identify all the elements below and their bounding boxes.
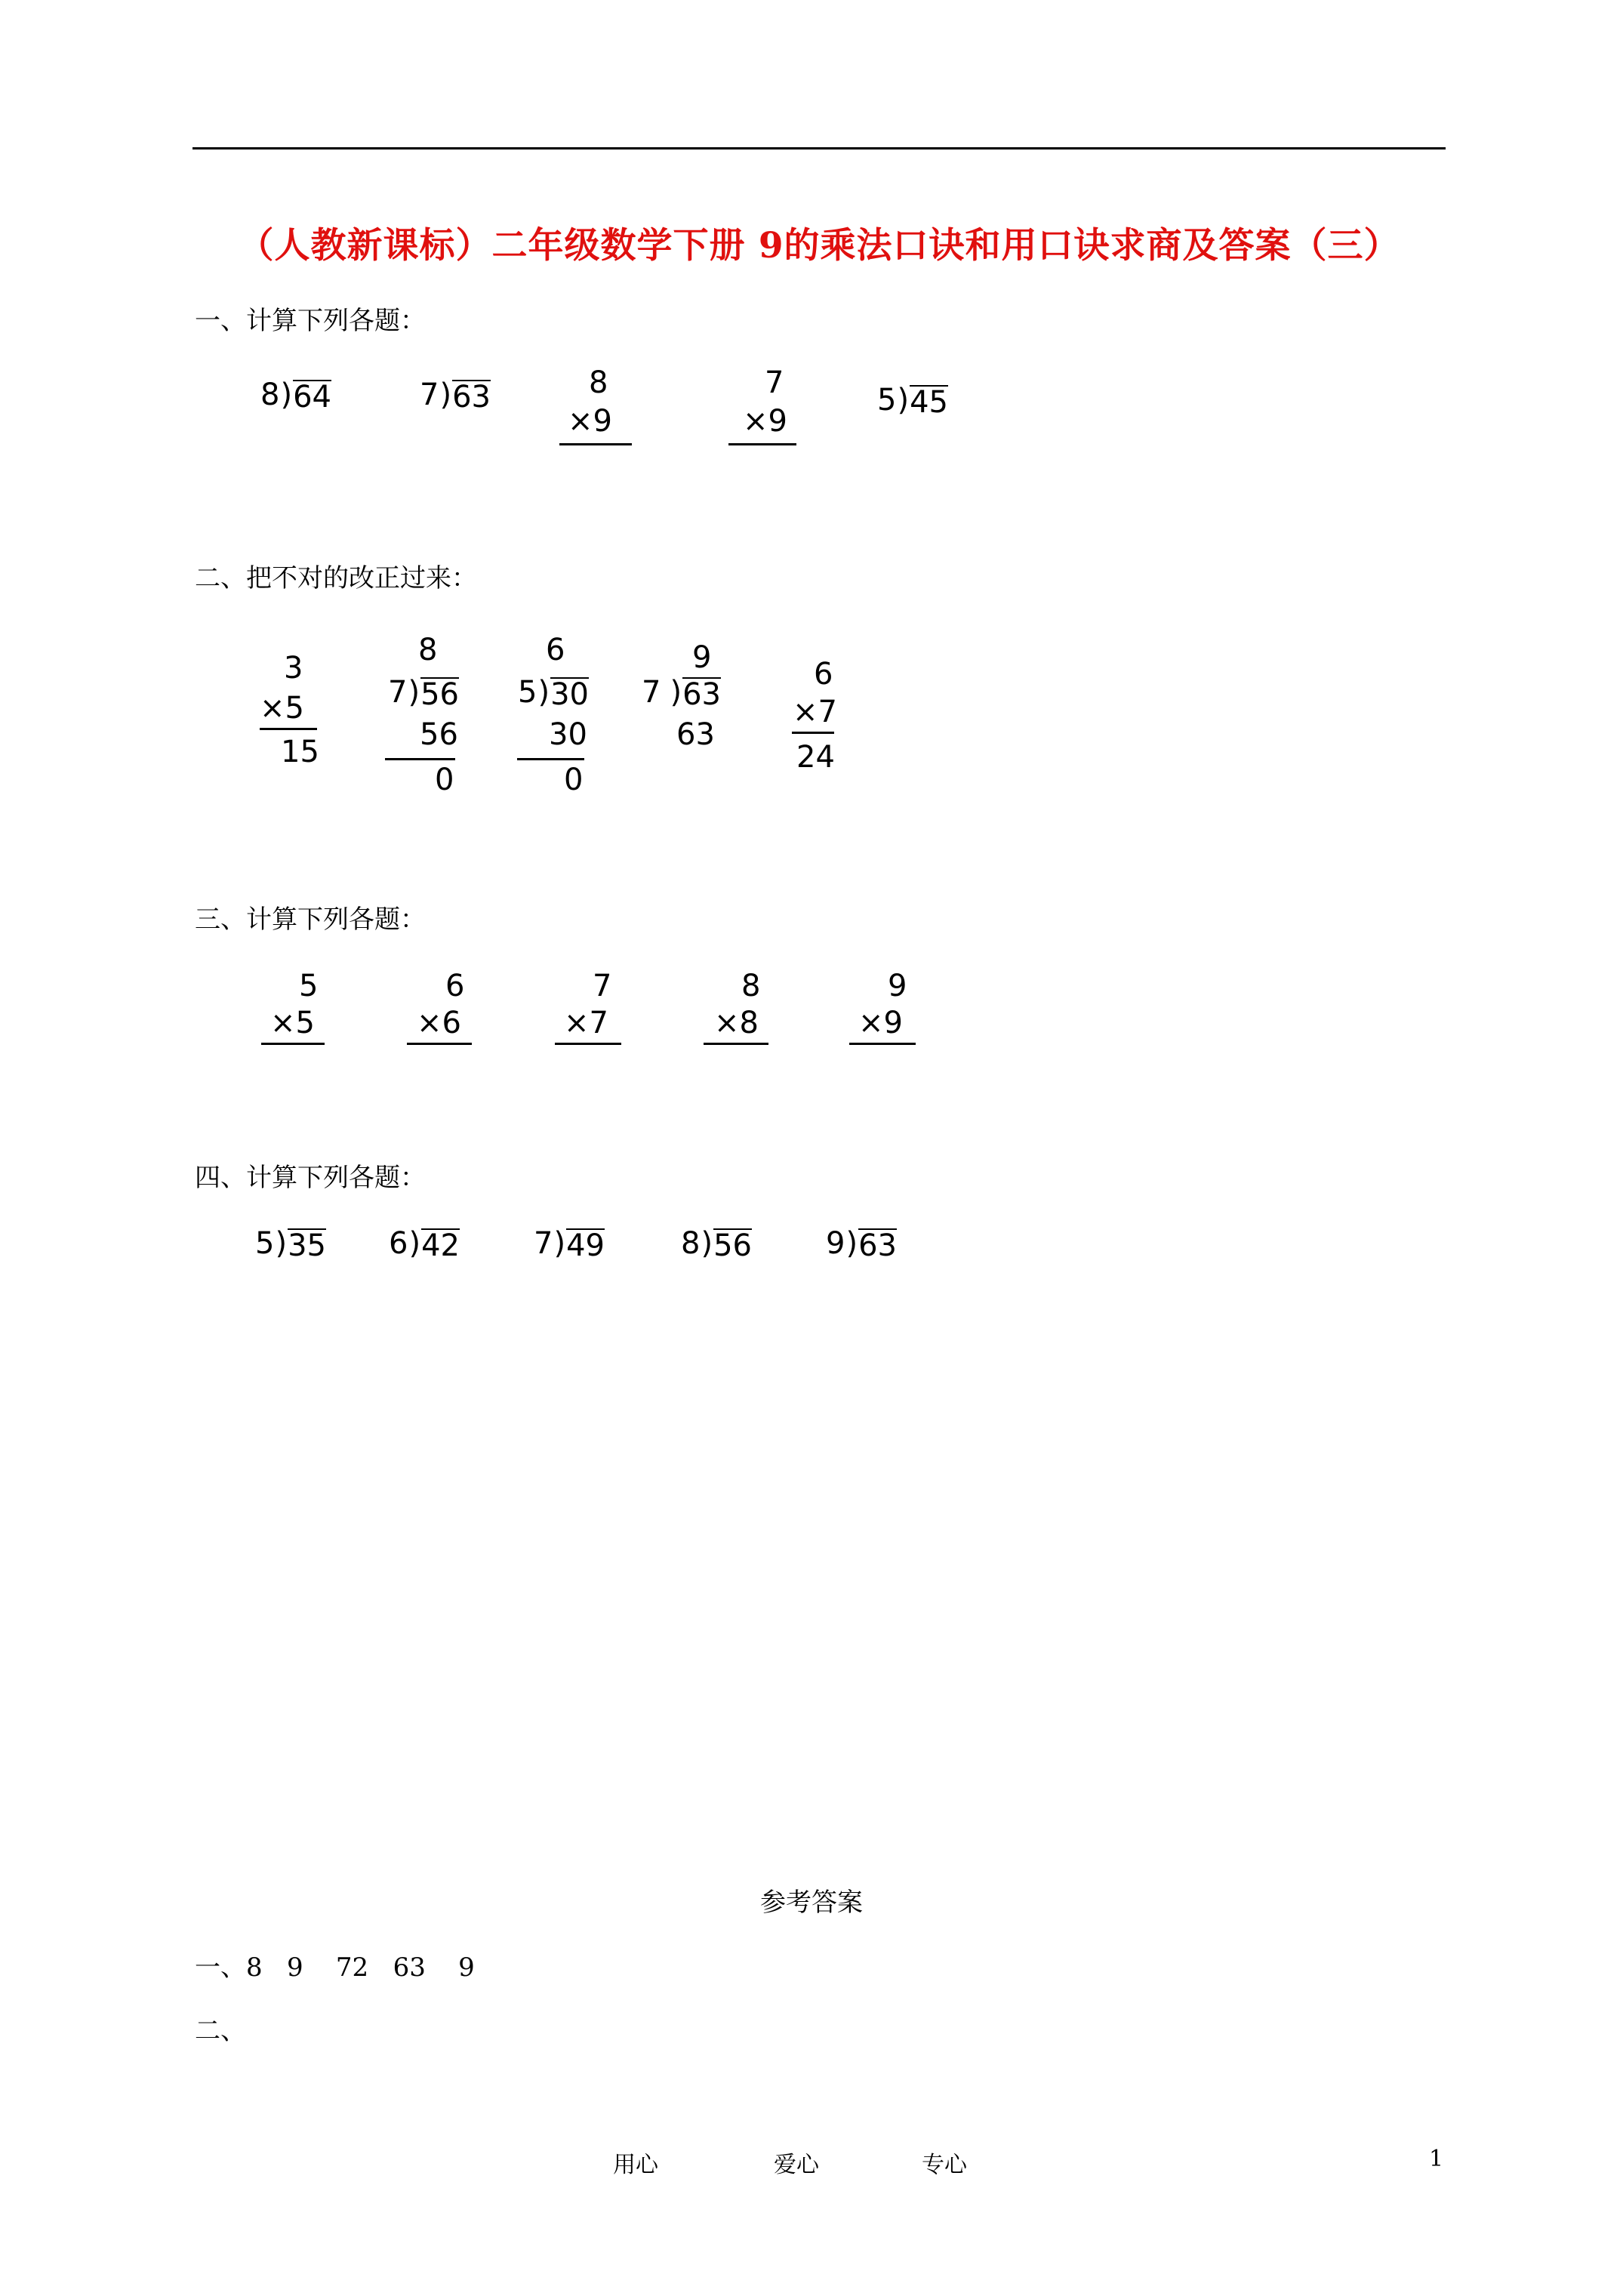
division-bracket: ) xyxy=(670,675,682,710)
footer-text-3: 专心 xyxy=(922,2152,967,2178)
product: 15 xyxy=(281,735,319,769)
multiplier: ×8 xyxy=(714,1006,759,1040)
multiplicand: 7 xyxy=(593,969,612,1003)
multiplicand: 6 xyxy=(814,657,833,692)
section-1-heading: 一、计算下列各题： xyxy=(195,306,426,336)
division-bracket: ) xyxy=(701,1226,713,1261)
dividend: 56 xyxy=(713,1228,752,1263)
divisor: 7 xyxy=(642,675,661,710)
division-problem xyxy=(518,677,589,710)
partial-product: 56 xyxy=(420,717,458,752)
divisor: 7 xyxy=(534,1226,553,1261)
dividend: 63 xyxy=(858,1228,897,1263)
multiplier: ×7 xyxy=(793,695,837,729)
multiplier: ×5 xyxy=(260,691,304,726)
division-problem xyxy=(826,1228,897,1261)
dividend: 42 xyxy=(421,1228,460,1263)
page-title: （人教新课标）二年级数学下册 9的乘法口诀和用口诀求商及答案（三） xyxy=(238,225,1400,267)
divisor: 9 xyxy=(826,1226,845,1261)
division-problem xyxy=(877,385,948,418)
section-3-heading: 三、计算下列各题： xyxy=(195,905,426,935)
result-line xyxy=(849,1043,916,1045)
division-bracket: ) xyxy=(439,378,452,412)
multiplier: ×9 xyxy=(743,404,787,439)
divisor: 8 xyxy=(681,1226,701,1261)
multiplier: ×9 xyxy=(858,1006,903,1040)
dividend: 64 xyxy=(293,380,331,415)
division-bracket: ) xyxy=(275,1226,288,1261)
divisor: 8 xyxy=(260,378,280,412)
result-line xyxy=(792,732,834,734)
partial-product: 63 xyxy=(676,717,715,752)
multiplicand: 6 xyxy=(445,969,465,1003)
multiplicand: 3 xyxy=(284,651,303,686)
divisor: 5 xyxy=(518,675,537,710)
divisor: 7 xyxy=(388,675,408,710)
product: 24 xyxy=(796,740,835,775)
result-line xyxy=(728,443,796,445)
divisor: 6 xyxy=(389,1226,408,1261)
multiplicand: 8 xyxy=(589,365,608,400)
dividend: 30 xyxy=(550,677,589,712)
quotient: 9 xyxy=(692,640,712,675)
result-line xyxy=(407,1043,472,1045)
dividend: 49 xyxy=(566,1228,605,1263)
multiplier: ×9 xyxy=(568,404,612,439)
multiplicand: 7 xyxy=(765,365,784,400)
division-problem xyxy=(260,378,331,415)
divisor: 5 xyxy=(255,1226,275,1261)
result-line xyxy=(559,443,632,445)
division-problem xyxy=(388,677,459,710)
section-4-heading: 四、计算下列各题： xyxy=(195,1163,426,1193)
page-number: 1 xyxy=(1429,2146,1444,2172)
multiplicand: 8 xyxy=(741,969,761,1003)
multiplier: ×5 xyxy=(270,1006,315,1040)
dividend: 45 xyxy=(910,385,948,420)
multiplicand: 5 xyxy=(299,969,319,1003)
divisor: 7 xyxy=(420,378,439,412)
division-problem xyxy=(534,1228,605,1261)
subtraction-line xyxy=(385,758,455,760)
dividend: 56 xyxy=(420,677,459,712)
result-line xyxy=(555,1043,621,1045)
remainder: 0 xyxy=(435,763,454,797)
multiplier: ×6 xyxy=(417,1006,461,1040)
division-bracket: ) xyxy=(280,378,293,412)
division-bracket: ) xyxy=(408,675,420,710)
answer-line-2: 二、 xyxy=(195,2016,246,2046)
dividend: 63 xyxy=(452,380,491,415)
result-line xyxy=(704,1043,768,1045)
division-bracket: ) xyxy=(537,675,550,710)
quotient: 8 xyxy=(418,633,438,667)
quotient: 6 xyxy=(546,633,565,667)
result-line xyxy=(261,1043,325,1045)
header-rule xyxy=(192,147,1446,149)
divisor: 5 xyxy=(877,383,897,418)
division-problem xyxy=(681,1228,752,1261)
dividend: 63 xyxy=(682,677,721,712)
partial-product: 30 xyxy=(549,717,587,752)
multiplier: ×7 xyxy=(564,1006,608,1040)
division-bracket: ) xyxy=(897,383,910,418)
division-bracket: ) xyxy=(553,1226,566,1261)
answers-title: 参考答案 xyxy=(760,1888,863,1918)
division-problem xyxy=(389,1228,460,1261)
footer-text-1: 用心 xyxy=(613,2152,658,2178)
division-bracket: ) xyxy=(845,1226,858,1261)
section-2-heading: 二、把不对的改正过来： xyxy=(195,563,477,593)
multiplicand: 9 xyxy=(888,969,907,1003)
division-bracket: ) xyxy=(408,1226,421,1261)
subtraction-line xyxy=(517,758,584,760)
dividend: 35 xyxy=(288,1228,326,1263)
answer-line-1: 一、8 9 72 63 9 xyxy=(195,1952,475,1983)
result-line xyxy=(260,728,317,730)
division-problem xyxy=(642,677,721,710)
remainder: 0 xyxy=(564,763,584,797)
division-problem xyxy=(420,378,491,415)
footer-text-2: 爱心 xyxy=(774,2152,819,2178)
division-problem xyxy=(255,1228,326,1261)
